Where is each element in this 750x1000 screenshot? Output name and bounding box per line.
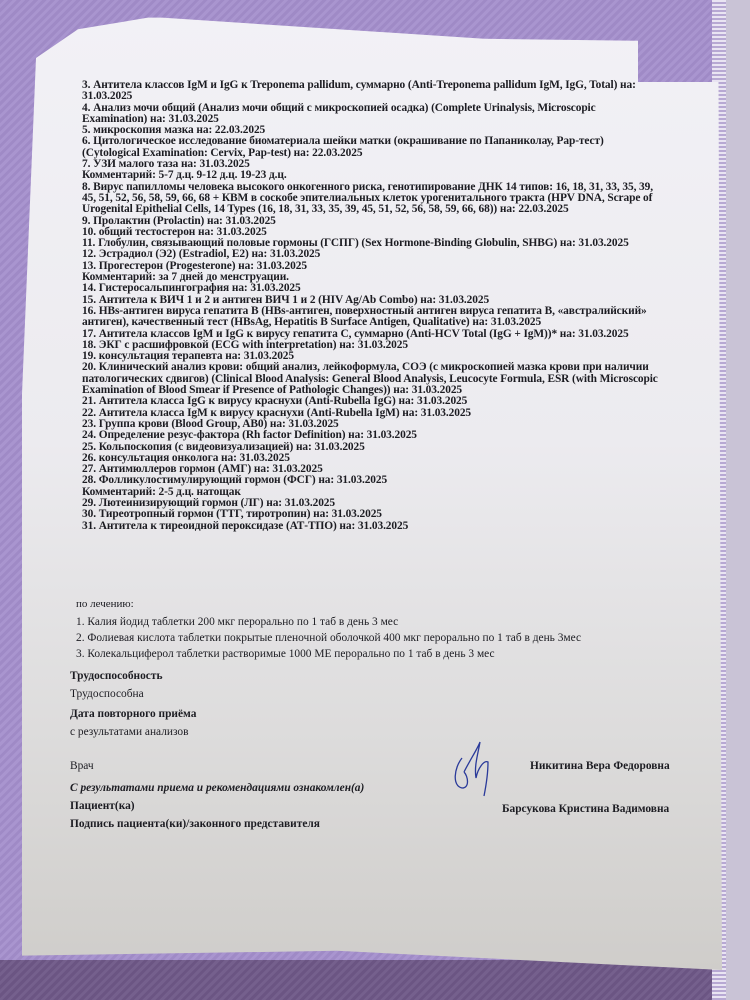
- item-number: 28.: [82, 474, 96, 487]
- folder-edge: [726, 0, 750, 1000]
- item-text: Эстрадиол (Э2) (Estradiol, E2) на: 31.03.2025: [98, 248, 321, 261]
- item-text: Прогестерон (Progesterone) на: 31.03.2025: [98, 259, 307, 272]
- item-text: Антитела к тиреоидной пероксидазе (АТ-ТПО) на: 31.03.2025: [98, 519, 409, 532]
- patient-label: Пациент(ка): [70, 800, 135, 812]
- list-item: Examination) на: 31.03.2025: [82, 112, 219, 125]
- item-comment: Комментарий: 2-5 д.ц. натощак: [82, 485, 241, 498]
- item-number: 30.: [82, 508, 96, 521]
- item-text: консультация онколога на: 31.03.2025: [98, 451, 290, 464]
- signature-label: Подпись пациента(ки)/законного представителя: [70, 818, 320, 830]
- item-number: 5.: [82, 124, 91, 137]
- doctor-name: Никитина Вера Федоровна: [530, 760, 670, 772]
- treatment-item: 3. Колекальциферол таблетки растворимые 1000 МЕ перорально по 1 таб в день 3 мес: [76, 648, 495, 660]
- work-capacity-value: Трудоспособна: [70, 688, 144, 700]
- item-text: HBs-антиген вируса гепатита B (HBs-антиген, поверхностный антиген вируса гепатита B, «австралийский»: [98, 304, 647, 317]
- item-text: Антитела классов IgM и IgG к вирусу гепатита C, суммарно (Anti-HCV Total (IgG + IgM))* на: 31.03.2025: [98, 327, 629, 340]
- list-item: Examination of Blood Smear if Presence of Pathologic Changes)) на: 31.03.2025: [82, 384, 463, 397]
- item-number: 22.: [82, 406, 96, 419]
- item-text: Клинический анализ крови: общий анализ, лейкоформула, СОЭ (с микроскопией мазка крови при наличии: [98, 361, 649, 374]
- item-text: Антитела к ВИЧ 1 и 2 и антиген ВИЧ 1 и 2 (HIV Ag/Ab Combo) на: 31.03.2025: [98, 293, 490, 306]
- document-body: [82, 80, 722, 532]
- item-number: 29.: [82, 496, 96, 509]
- item-text: Кольпоскопия (с видеовизуализацией) на: 31.03.2025: [98, 440, 365, 453]
- item-comment: Комментарий: за 7 дней до менструации.: [82, 271, 289, 284]
- item-number: 31.: [82, 519, 96, 532]
- item-text: Пролактин (Prolactin) на: 31.03.2025: [93, 214, 276, 227]
- item-text: ЭКГ с расшифровкой (ECG with interpretation) на: 31.03.2025: [98, 338, 408, 351]
- item-number: 9.: [82, 214, 91, 227]
- item-text: Лютеинизирующий гормон (ЛГ) на: 31.03.2025: [98, 496, 335, 509]
- item-number: 12.: [82, 248, 96, 261]
- list-item: Urogenital Epithelial Cells, 14 Types (16, 18, 31, 33, 35, 39, 45, 51, 52, 56, 58, 59, 66, 68)) на: 22.03.2025: [82, 203, 569, 216]
- item-text: Тиреотропный гормон (ТТГ, тиротропин) на: 31.03.2025: [98, 508, 382, 521]
- item-text: микроскопия мазка на: 22.03.2025: [93, 124, 266, 137]
- item-number: 4.: [82, 101, 91, 114]
- item-text: Фолликулостимулирующий гормон (ФСГ) на: 31.03.2025: [98, 474, 388, 487]
- treatment-header: по лечению:: [76, 598, 134, 610]
- acknowledged-text: С результатами приема и рекомендациями ознакомлен(а): [70, 782, 365, 794]
- revisit-value: с результатами анализов: [70, 726, 189, 738]
- item-number: 19.: [82, 350, 96, 363]
- item-number: 16.: [82, 304, 96, 317]
- list-item: [82, 521, 722, 532]
- item-text: Цитологическое исследование биоматериала шейки матки (окрашивание по Папаниколау, Pap-тест): [93, 135, 604, 148]
- item-number: 7.: [82, 158, 91, 171]
- item-text: Вирус папилломы человека высокого онкогенного риска, генотипирование ДНК 14 типов: 16, 18, 31, 33, 35, 39,: [93, 180, 653, 193]
- list-item: 31.03.2025: [82, 90, 133, 103]
- item-text: общий тестостерон на: 31.03.2025: [98, 225, 267, 238]
- item-text: Гистеросальпингография на: 31.03.2025: [98, 282, 301, 295]
- item-number: 14.: [82, 282, 96, 295]
- item-number: 10.: [82, 225, 96, 238]
- work-capacity-header: Трудоспособность: [70, 670, 163, 682]
- item-text: Анализ мочи общий (Анализ мочи общий с микроскопией осадка) (Complete Urinalysis, Microscopic: [93, 101, 596, 114]
- item-number: 24.: [82, 429, 96, 442]
- treatment-item: 1. Калия йодид таблетки 200 мкг перорально по 1 таб в день 3 мес: [76, 616, 399, 628]
- item-text: Антимюллеров гормон (АМГ) на: 31.03.2025: [98, 463, 323, 476]
- item-number: 13.: [82, 259, 96, 272]
- item-number: 18.: [82, 338, 96, 351]
- item-number: 21.: [82, 395, 96, 408]
- item-number: 3.: [82, 79, 91, 91]
- item-comment: Комментарий: 5-7 д.ц. 9-12 д.ц. 19-23 д.ц.: [82, 169, 287, 182]
- item-number: 25.: [82, 440, 96, 453]
- list-item: патологических сдвигов) (Clinical Blood Analysis: General Blood Analysis, Leucocyte Formula, ESR (with Microscopic: [82, 372, 658, 385]
- item-number: 8.: [82, 180, 91, 193]
- item-number: 23.: [82, 417, 96, 430]
- folder-bottom: [0, 960, 750, 1000]
- item-text: Группа крови (Blood Group, AB0) на: 31.03.2025: [98, 417, 339, 430]
- treatment-section: [70, 598, 730, 738]
- list-item: [82, 80, 722, 91]
- item-text: Глобулин, связывающий половые гормоны (ГСПГ) (Sex Hormone-Binding Globulin, SHBG) на: 31.03.2025: [98, 237, 629, 250]
- patient-name: Барсукова Кристина Вадимовна: [502, 803, 670, 815]
- list-item: (Cytological Examination: Cervix, Pap-test) на: 22.03.2025: [82, 146, 363, 159]
- item-text: Антитела классов IgM и IgG к Treponema pallidum, суммарно (Anti-Treponema pallidum IgM, IgG, Total) на:: [93, 79, 636, 91]
- doctor-label: Врач: [70, 760, 94, 772]
- treatment-item: 2. Фолиевая кислота таблетки покрытые пленочной оболочкой 400 мкг перорально по 1 таб в день 3мес: [76, 632, 582, 644]
- list-item: 45, 51, 52, 56, 58, 59, 66, 68 + КВМ в соскобе эпителиальных клеток урогенитального тракта (HPV DNA, Scrape of: [82, 191, 653, 204]
- item-number: 20.: [82, 361, 96, 374]
- item-number: 26.: [82, 451, 96, 464]
- revisit-header: Дата повторного приёма: [70, 708, 197, 720]
- list-item: антиген), качественный тест (HBsAg, Hepatitis B Surface Antigen, Qualitative) на: 31.03.2025: [82, 316, 542, 329]
- item-number: 27.: [82, 463, 96, 476]
- item-number: 11.: [82, 237, 96, 250]
- item-text: УЗИ малого таза на: 31.03.2025: [93, 158, 250, 171]
- item-text: Антитела класса IgM к вирусу краснухи (Anti-Rubella IgM) на: 31.03.2025: [98, 406, 472, 419]
- item-text: консультация терапевта на: 31.03.2025: [98, 350, 294, 363]
- item-number: 6.: [82, 135, 91, 148]
- item-number: 15.: [82, 293, 96, 306]
- item-number: 17.: [82, 327, 96, 340]
- item-text: Антитела класса IgG к вирусу краснухи (Anti-Rubella IgG) на: 31.03.2025: [98, 395, 468, 408]
- item-text: Определение резус-фактора (Rh factor Definition) на: 31.03.2025: [98, 429, 417, 442]
- list-item: [82, 475, 722, 486]
- signature-icon: [448, 738, 498, 798]
